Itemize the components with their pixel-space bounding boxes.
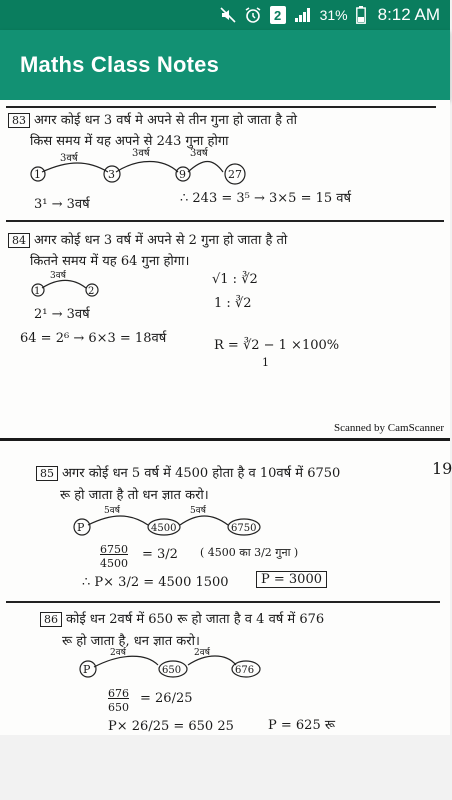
question-line-1: [40, 609, 324, 627]
ratio-note: ( 4500 का 3/2 गुना ): [200, 546, 299, 559]
edge-label: 3वर्ष: [50, 271, 66, 281]
empty-background: [0, 735, 450, 800]
question-line-1: [8, 230, 287, 248]
divider: [6, 220, 444, 222]
edge-label: 5वर्ष: [190, 506, 206, 516]
ratio-numerator: 6750: [100, 543, 128, 556]
signal-icon: [294, 7, 312, 23]
question-line-2: रू हो जाता है तो धन ज्ञात करो।: [60, 488, 209, 503]
node-label: 650: [162, 665, 182, 676]
question-text: अगर कोई धन 3 वर्ष मे अपने से तीन गुना हो जाता है तो: [34, 113, 297, 128]
equation: ∴ P× 3/2 = 4500 1500: [82, 575, 229, 590]
growth-diagram: [72, 505, 282, 541]
sim-badge: 2: [270, 6, 286, 24]
question-line-2: कितने समय में यह 64 गुना होगा।: [30, 254, 190, 269]
scanned-page-2: [0, 438, 450, 735]
question-text: अगर कोई धन 3 वर्ष में अपने से 2 गुना हो जाता है तो: [34, 233, 288, 248]
edge-label: 5वर्ष: [104, 506, 120, 516]
question-text: अगर कोई धन 5 वर्ष में 4500 होता है व 10वर्ष में 6750: [62, 466, 341, 481]
divider: [6, 601, 440, 603]
notes-viewer[interactable]: [0, 100, 450, 735]
node-label: 1: [34, 286, 41, 297]
edge-label: 2वर्ष: [110, 648, 126, 658]
divider: [6, 106, 436, 108]
battery-percent: 31%: [319, 7, 348, 23]
ratio-denominator: 650: [108, 701, 129, 714]
equation: ∴ 243 = 3⁵ → 3×5 = 15 वर्ष: [180, 191, 352, 206]
question-text: कोई धन 2वर्ष में 650 रू हो जाता है व 4 वर्ष में 676: [66, 612, 325, 627]
equation: 2¹ → 3वर्ष: [34, 307, 90, 322]
edge-label: 3वर्ष: [190, 148, 208, 159]
node-label: 27: [228, 168, 242, 181]
edge-label: 3वर्ष: [132, 148, 150, 159]
question-number: 85: [36, 466, 58, 481]
ratio-result: = 3/2: [142, 547, 178, 562]
question-line-1: [36, 463, 340, 481]
answer: P = 625 रू: [268, 718, 335, 733]
node-label: 4500: [151, 523, 177, 534]
battery-icon: [356, 6, 366, 24]
question-number: 83: [8, 113, 30, 128]
status-bar: [0, 0, 450, 30]
node-label: 3: [108, 168, 115, 181]
ratio-denominator: 4500: [100, 557, 128, 570]
node-label: 676: [235, 665, 255, 676]
node-label: 1: [34, 168, 41, 181]
node-label: 6750: [231, 523, 257, 534]
node-label: 9: [179, 168, 186, 181]
app-bar: [0, 30, 450, 100]
equation: P× 26/25 = 650 25: [108, 719, 234, 734]
node-label: P: [83, 663, 91, 676]
equation: 64 = 2⁶ → 6×3 = 18वर्ष: [20, 331, 167, 346]
scan-credit: Scanned by CamScanner: [334, 422, 444, 434]
page-title: Maths Class Notes: [20, 52, 220, 77]
growth-diagram: [28, 150, 288, 190]
margin-mark: 19: [432, 459, 452, 478]
growth-diagram: [76, 647, 286, 683]
question-number: 84: [8, 233, 30, 248]
equation: 3¹ → 3वर्ष: [34, 197, 90, 212]
ratio-result: = 26/25: [140, 691, 193, 706]
edge-label: 2वर्ष: [194, 648, 210, 658]
edge-label: 3वर्ष: [60, 153, 78, 164]
question-number: 86: [40, 612, 62, 627]
growth-diagram: [28, 270, 148, 300]
node-label: 2: [88, 286, 95, 297]
node-label: P: [77, 521, 85, 534]
question-line-2: रू हो जाता है, धन ज्ञात करो।: [62, 634, 200, 649]
ratio-numerator: 676: [108, 687, 129, 700]
clock: 8:12 AM: [377, 5, 440, 24]
root-ratio: 1 : ∛2: [214, 296, 252, 311]
root-ratio: √1 : ∛2: [212, 272, 258, 287]
rate-denominator: 1: [262, 356, 269, 369]
scanned-page-1: [0, 100, 450, 438]
answer-box: P = 3000: [256, 571, 327, 588]
rate-formula: R = ∛2 − 1 ×100%: [214, 338, 340, 353]
question-line-1: [8, 110, 297, 128]
alarm-icon: [244, 6, 262, 24]
mute-icon: [220, 7, 236, 23]
question-line-2: किस समय में यह अपने से 243 गुना होगा: [30, 134, 229, 149]
